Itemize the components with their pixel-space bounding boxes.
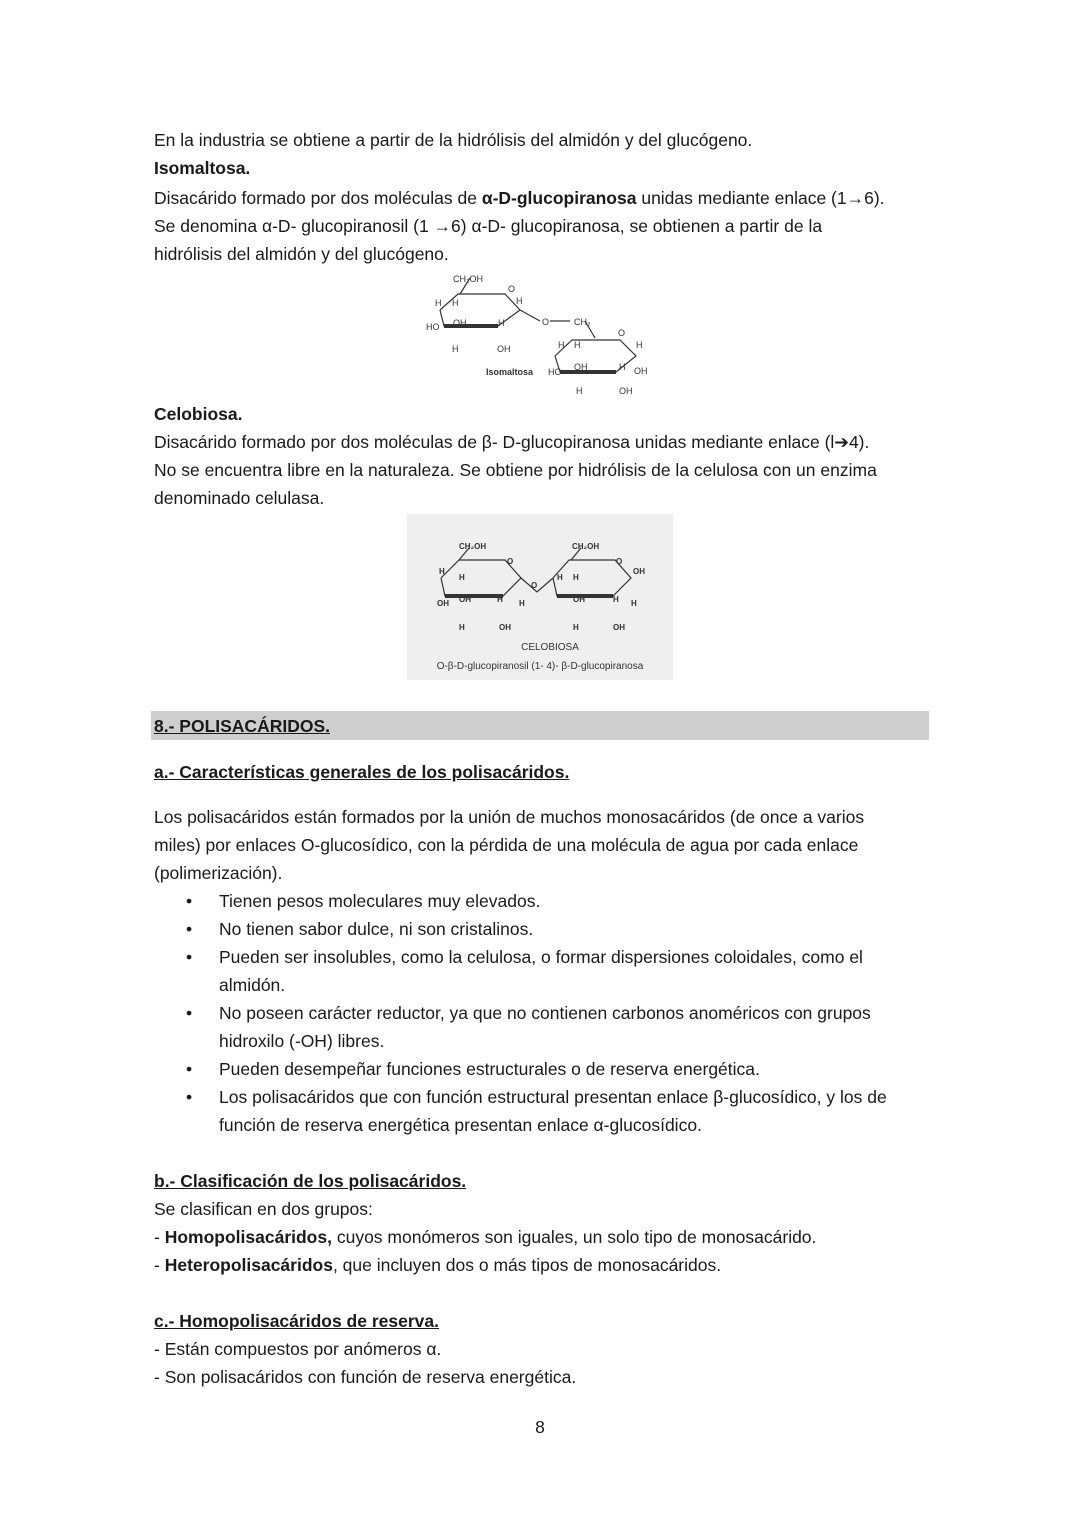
svg-text:H: H [497,595,503,604]
sub-b-intro: Se clasifican en dos grupos: [154,1199,373,1219]
bullet-item-continuation: almidón. [219,975,286,995]
svg-text:O: O [618,328,626,338]
sub-a-p1: Los polisacáridos están formados por la unión de muchos monosacáridos (de once a varios [154,807,865,827]
celobiosa-figure-title: CELOBIOSA [521,642,579,653]
sub-a-p3: (polimerización). [154,863,283,883]
celobiosa-structure-figure [407,514,673,680]
isomaltosa-line1-bold: α-D-glucopiranosa [481,188,637,208]
celobiosa-line1: Disacárido formado por dos moléculas de β- D-glucopiranosa unidas mediante enlace (l➔4). [154,432,870,452]
isomaltosa-heading: Isomaltosa. [154,158,251,178]
svg-text:OH: OH [633,567,645,576]
fig-ch2-label: CH₂ [574,317,591,327]
isomaltosa-line1-c: unidas mediante enlace (1→6). [636,188,885,208]
svg-text:OH: OH [453,318,467,328]
svg-text:OH: OH [499,623,511,632]
bullet-item: No tienen sabor dulce, ni son cristalinos. [219,919,534,939]
svg-text:HO: HO [426,322,440,332]
svg-text:OH: OH [497,344,511,354]
page-number: 8 [535,1417,545,1437]
svg-text:H: H [498,318,505,328]
bullet-item-continuation: hidroxilo (-OH) libres. [219,1031,385,1051]
svg-text:H: H [557,573,563,582]
svg-text:H: H [452,344,459,354]
sub-c-line1: - Están compuestos por anómeros α. [154,1339,442,1359]
svg-text:H: H [516,296,523,306]
isomaltosa-figure-label: Isomaltosa [486,367,534,377]
isomaltosa-line2: Se denomina α-D- glucopiranosil (1 →6) α-D- glucopiranosa, se obtienen a partir de la [154,216,823,236]
sub-b-heading: b.- Clasificación de los polisacáridos. [154,1171,467,1191]
sub-b-item2 [154,1251,721,1279]
bullet-item: Los polisacáridos que con función estructural presentan enlace β-glucosídico, y los de [219,1087,887,1107]
svg-text:H: H [576,386,583,396]
sub-b-item2-bold: Heteropolisacáridos [164,1255,333,1275]
svg-text:H: H [573,573,579,582]
bullet-item: No poseen carácter reductor, ya que no contienen carbonos anoméricos con grupos [219,1003,871,1023]
svg-text:OH: OH [459,595,471,604]
isomaltosa-structure-figure [420,268,660,400]
celobiosa-ch2oh-left: CH₂OH [459,542,487,551]
svg-text:H: H [619,362,626,372]
svg-text:H: H [519,599,525,608]
svg-text:O: O [507,557,514,566]
celobiosa-line2: No se encuentra libre en la naturaleza. Se obtiene por hidrólisis de la celulosa con un enzima [154,460,877,480]
svg-text:O: O [531,581,538,590]
isomaltosa-line1 [154,184,885,212]
isomaltosa-line3: hidrólisis del almidón y del glucógeno. [154,244,449,264]
sub-b-item1-bold: Homopolisacáridos, [164,1227,332,1247]
svg-text:H: H [574,340,581,350]
bullet-marker: • [186,1003,193,1023]
bullet-marker: • [186,919,193,939]
sub-b-item1-rest: cuyos monómeros son iguales, un solo tipo de monosacárido. [331,1227,817,1247]
celobiosa-ch2oh-right: CH₂OH [572,542,600,551]
dash: - [154,1227,165,1247]
svg-text:O: O [508,284,516,294]
svg-text:OH: OH [573,595,585,604]
svg-text:H: H [636,340,643,350]
bullet-marker: • [186,1059,193,1079]
svg-text:H: H [459,623,465,632]
svg-text:OH: OH [613,623,625,632]
svg-text:H: H [613,595,619,604]
svg-text:O: O [542,317,550,327]
sub-c-heading: c.- Homopolisacáridos de reserva. [154,1311,439,1331]
bullet-marker: • [186,1087,193,1107]
sub-b-item1 [154,1223,816,1251]
dash: - [154,1255,165,1275]
bullet-item: Pueden desempeñar funciones estructurales o de reserva energética. [219,1059,760,1079]
sub-c-line2: - Son polisacáridos con función de reserva energética. [154,1367,577,1387]
svg-text:H: H [459,573,465,582]
isomaltosa-line1-a: Disacárido formado por dos moléculas de [154,188,482,208]
svg-text:OH: OH [574,362,588,372]
fig-ch2oh-label: CH₂OH [453,274,483,284]
celobiosa-heading: Celobiosa. [154,404,243,424]
bullet-item: Pueden ser insolubles, como la celulosa, o formar dispersiones coloidales, como el [219,947,863,967]
bullet-item: Tienen pesos moleculares muy elevados. [219,891,541,911]
svg-text:HO: HO [548,367,562,377]
bullet-marker: • [186,947,193,967]
bullet-item-continuation: función de reserva energética presentan enlace α-glucosídico. [219,1115,702,1135]
svg-text:H: H [452,298,459,308]
sub-b-item2-rest: , que incluyen dos o más tipos de monosacáridos. [332,1255,722,1275]
svg-text:H: H [573,623,579,632]
sub-a-p2: miles) por enlaces O-glucosídico, con la pérdida de una molécula de agua por cada enlace [154,835,859,855]
svg-text:OH: OH [437,599,449,608]
bullet-marker: • [186,891,193,911]
svg-text:O: O [616,557,623,566]
svg-text:H: H [435,298,442,308]
intro-text: En la industria se obtiene a partir de la hidrólisis del almidón y del glucógeno. [154,130,753,150]
section-title: 8.- POLISACÁRIDOS. [154,716,330,736]
svg-text:OH: OH [619,386,633,396]
celobiosa-figure-subtitle: O-β-D-glucopiranosil (1- 4)- β-D-glucopiranosa [436,661,644,672]
svg-text:H: H [631,599,637,608]
svg-text:H: H [439,567,445,576]
sub-a-heading: a.- Características generales de los polisacáridos. [154,762,570,782]
svg-text:H: H [558,340,565,350]
svg-text:OH: OH [634,366,648,376]
celobiosa-line3: denominado celulasa. [154,488,325,508]
